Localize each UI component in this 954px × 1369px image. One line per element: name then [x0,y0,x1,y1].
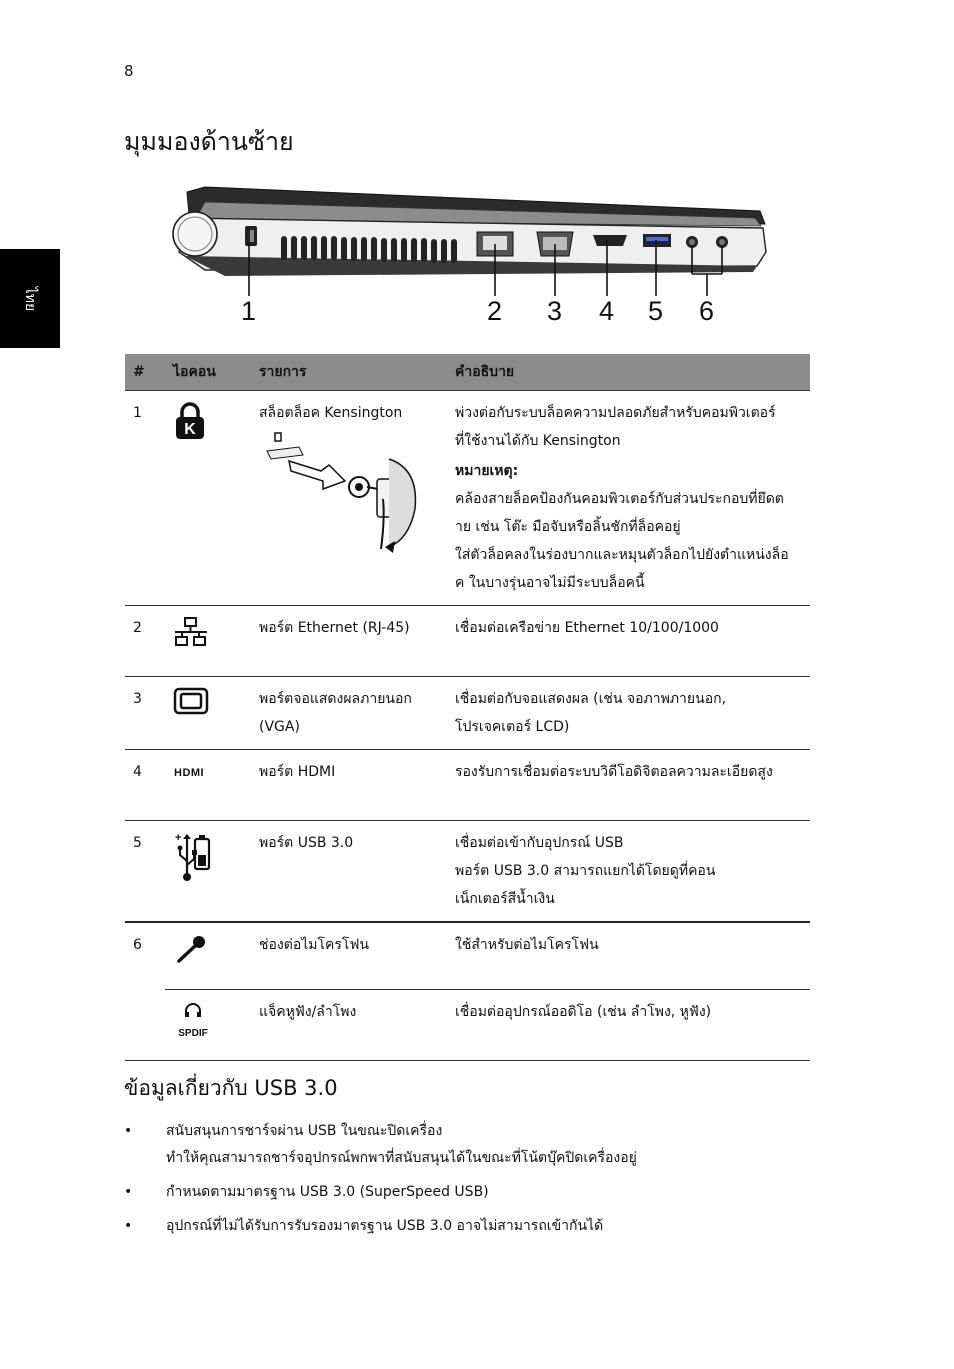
laptop-left-side-illustration [165,180,775,330]
language-side-tab [0,249,60,348]
bullet: • [124,1184,133,1200]
row-number: 4 [133,764,142,780]
note-line: ใส่ตัวล็อคลงในร่องบากและหมุนตัวล็อกไปยังตำแหน่งล็อ [455,547,789,563]
row-item-label: พอร์ต HDMI [259,764,336,780]
microphone-icon [173,931,243,975]
list-item-line: กำหนดตามมาตรฐาน USB 3.0 (SuperSpeed USB) [166,1184,489,1200]
list-item-line: อุปกรณ์ที่ไม่ได้รับการรับรองมาตรฐาน USB 3.0 อาจไม่สามารถเข้ากันได้ [166,1218,604,1234]
network-icon [173,614,243,658]
bullet: • [124,1123,133,1139]
row-description-line: โปรเจคเตอร์ LCD) [455,719,570,735]
usb-info-list [124,1118,824,1247]
row-description-line: รองรับการเชื่อมต่อระบบวิดีโอดิจิตอลความละเอียดสูง [455,764,773,780]
table-row [125,821,810,923]
table-header-row [125,354,810,391]
header-num: # [125,354,165,391]
row-description-line: พอร์ต USB 3.0 สามารถแยกได้โดยดูที่คอน [455,863,716,879]
usb-section-title: ข้อมูลเกี่ยวกับ USB 3.0 [124,1076,338,1100]
table-row [125,391,810,606]
ports-table [125,354,810,1061]
callout-5: 5 [648,296,664,326]
table-row [125,750,810,821]
row-number: 2 [133,620,142,636]
header-description: คำอธิบาย [447,354,810,391]
kensington-lock-icon [173,399,243,451]
row-item-label: พอร์ต Ethernet (RJ-45) [259,620,410,636]
note-title: หมายเหตุ: [455,463,519,479]
header-item: รายการ [251,354,447,391]
callout-1: 1 [241,296,257,326]
callout-4: 4 [599,296,615,326]
hdmi-logo-text: HDMI [174,767,205,779]
table-row [125,606,810,677]
callout-2: 2 [487,296,503,326]
list-item-line: สนับสนุนการชาร์จผ่าน USB ในขณะปิดเครื่อง [166,1123,443,1139]
page-number: 8 [124,62,134,80]
row-description-line: เชื่อมต่อเข้ากับอุปกรณ์ USB [455,835,624,851]
row-description-line: ใช้สำหรับต่อไมโครโฟน [455,937,599,953]
row-description-line: เชื่อมต่อเครือข่าย Ethernet 10/100/1000 [455,620,719,636]
headphone-spdif-icon [173,998,213,1040]
monitor-icon [173,685,243,727]
header-icon: ไอคอน [165,354,251,391]
table-row [125,677,810,750]
svg-text:+: + [175,832,182,844]
table-row [125,922,810,989]
row-number: 3 [133,691,142,707]
kensington-lock-illustration [259,429,419,559]
list-item [124,1213,824,1240]
note-line: ค ในบางรุ่นอาจไม่มีระบบล็อคนี้ [455,575,645,591]
table-row [125,989,810,1060]
side-tab-label: ไทย [22,286,38,311]
row-description-line: พ่วงต่อกับระบบล็อคความปลอดภัยสำหรับคอมพิวเตอร์ [455,405,776,421]
callout-3: 3 [547,296,563,326]
row-item-label: แจ็คหูฟัง/ลำโพง [251,989,447,1060]
row-description-line: เน็กเตอร์สีน้ำเงิน [455,891,555,907]
row-number: 1 [133,405,142,421]
section-title: มุมมองด้านซ้าย [124,127,294,156]
usb-charge-icon [173,829,243,893]
note-line: คล้องสายล็อคป้องกันคอมพิวเตอร์กับส่วนประกอบที่ยึดต [455,491,784,507]
note-line: าย เช่น โต๊ะ มือจับหรือลิ้นชักที่ล็อคอยู่ [455,519,681,535]
svg-text:K: K [184,421,196,438]
spdif-label: SPDIF [178,1027,208,1039]
row-item-label: สล็อตล็อค Kensington [259,405,403,421]
row-number: 6 [133,937,142,953]
list-item [124,1179,824,1206]
row-item-label: พอร์ตจอแสดงผลภายนอก (VGA) [259,691,412,735]
row-item-label: ช่องต่อไมโครโฟน [259,937,369,953]
row-description-line: ที่ใช้งานได้กับ Kensington [455,433,621,449]
row-description-line: เชื่อมต่อกับจอแสดงผล (เช่น จอภาพภายนอก, [455,691,727,707]
row-number: 5 [133,835,142,851]
callout-6: 6 [699,296,715,326]
list-item-line: ทำให้คุณสามารถชาร์จอุปกรณ์พกพาที่สนับสนุนได้ในขณะที่โน้ตบุ๊คปิดเครื่องอยู่ [166,1150,637,1166]
row-description-line: เชื่อมต่ออุปกรณ์ออดิโอ (เช่น ลำโพง, หูฟัง) [455,1003,712,1020]
list-item [124,1118,824,1172]
bullet: • [124,1218,133,1234]
hdmi-icon [173,758,243,790]
row-item-label: พอร์ต USB 3.0 [259,835,354,851]
